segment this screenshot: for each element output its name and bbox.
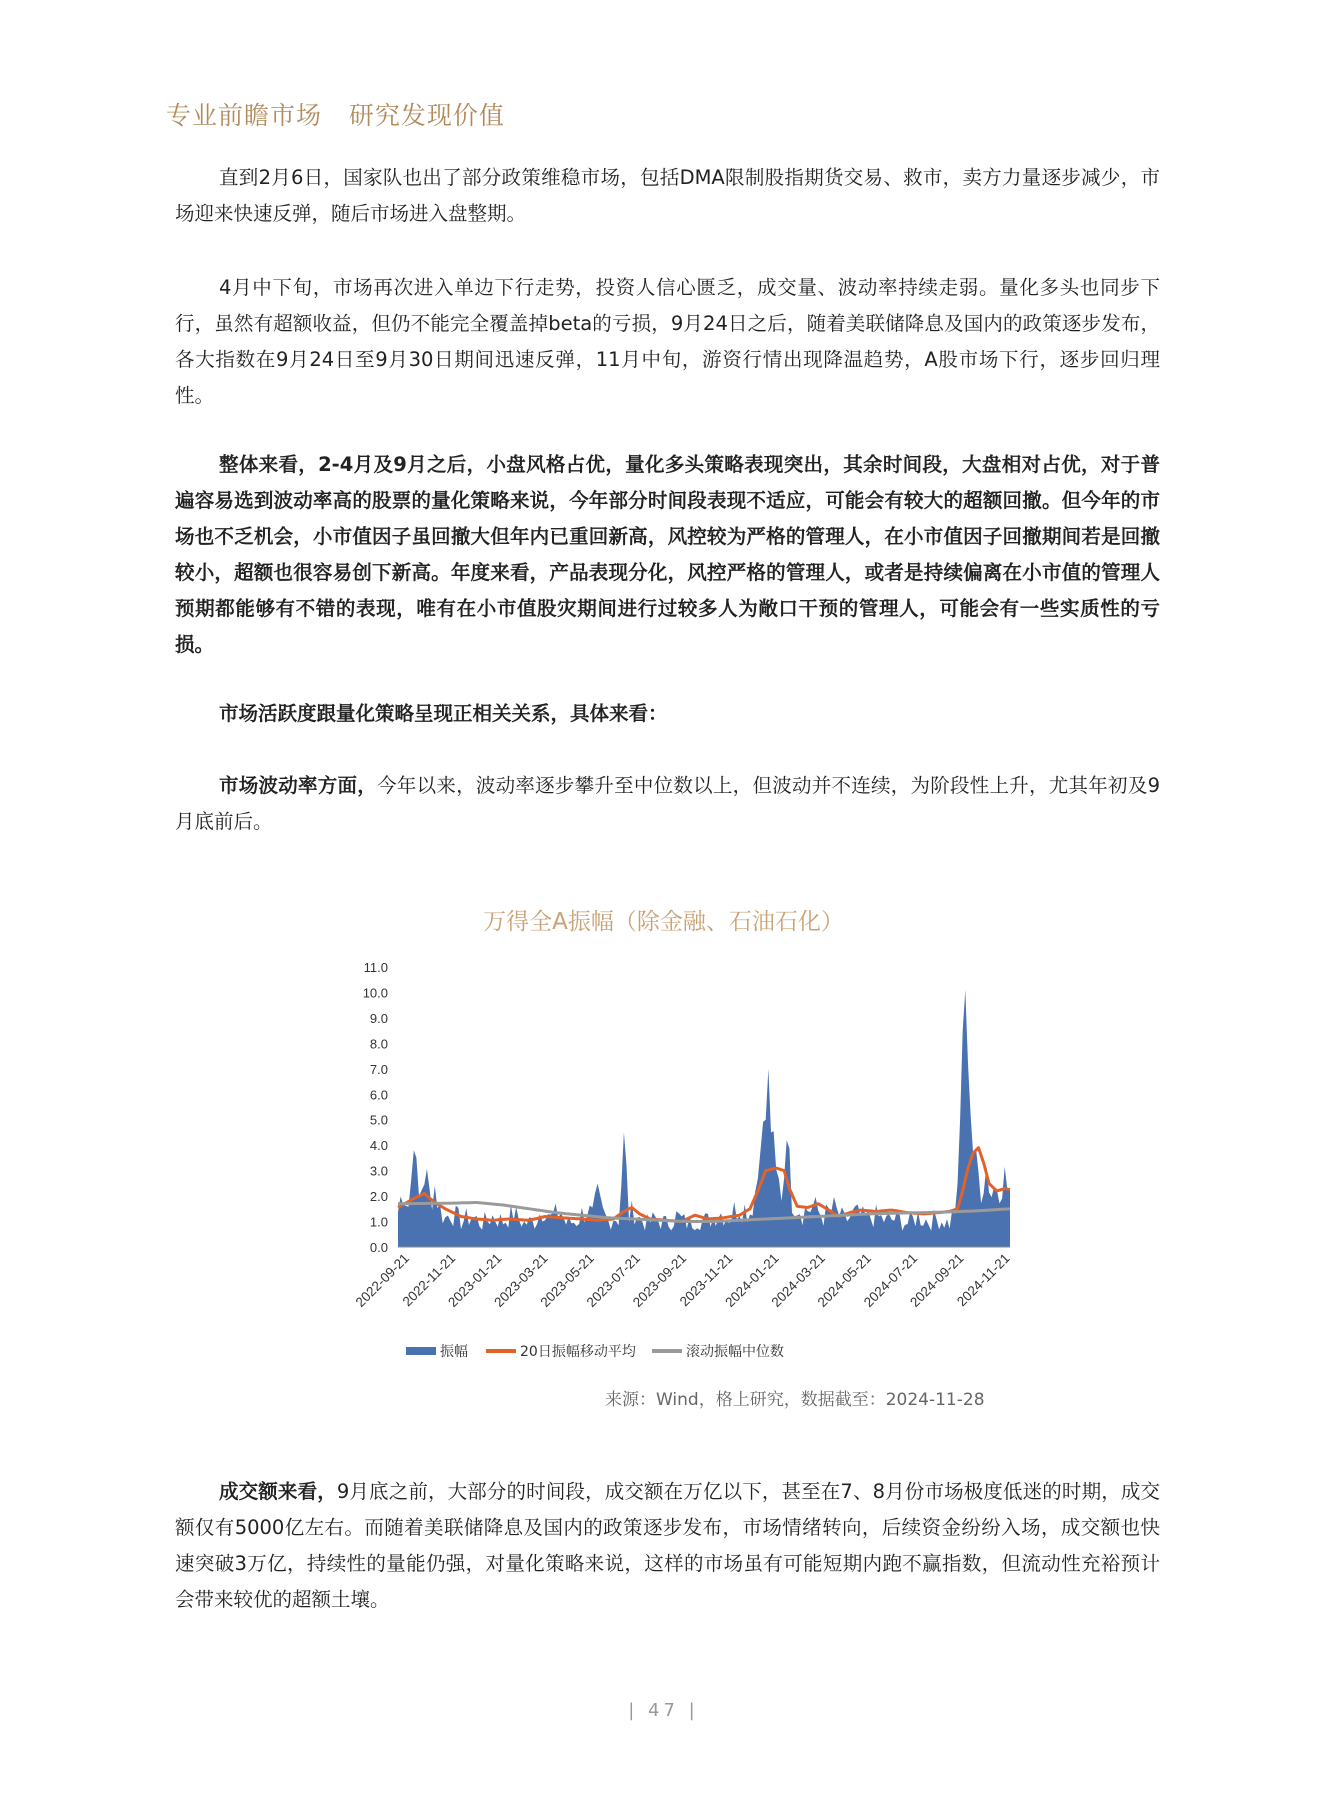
legend-label: 20日振幅移动平均 bbox=[520, 1344, 636, 1360]
volatility-lead: 市场波动率方面， bbox=[219, 774, 378, 797]
page-number: | 47 | bbox=[628, 1700, 699, 1721]
moving-average-line bbox=[398, 1148, 1010, 1222]
header-tagline: 专业前瞻市场 研究发现价值 bbox=[166, 101, 505, 130]
y-tick-label: 2.0 bbox=[369, 1189, 388, 1205]
y-tick-label: 8.0 bbox=[369, 1036, 388, 1052]
paragraph-overall-summary: 整体来看，2-4月及9月之后，小盘风格占优，量化多头策略表现突出，其余时间段，大盘相对占优，对于普遍容易选到波动率高的股票的量化策略来说，今年部分时间段表现不适应，可能会有较大的超额回撤。但今年的市场也不乏机会，小市值因子虽回撤大但年内已重回新高，风控较为严格的管理人，在小市值因子回撤期间若是回撤较小，超额也很容易创下新高。年度来看，产品表现分化，风控严格的管理人，或者是持续偏离在小市值的管理人预期都能够有不错的表现，唯有在小市值股灾期间进行过较多人为敞口干预的管理人，可能会有一些实质性的亏损。 bbox=[175, 453, 1160, 656]
turnover-text: 9月底之前，大部分的时间段，成交额在万亿以下，甚至在7、8月份市场极度低迷的时期，成交额仅有5000亿左右。而随着美联储降息及国内的政策逐步发布，市场情绪转向，后续资金纷纷入场，成交额也快速突破3万亿，持续性的量能仍强，对量化策略来说，这样的市场虽有可能短期内跑不赢指数，但流动性充裕预计会带来较优的超额土壤。 bbox=[175, 1480, 1160, 1611]
x-tick-label: 2022-09-21 bbox=[352, 1250, 413, 1310]
x-tick-label: 2024-05-21 bbox=[814, 1250, 875, 1310]
legend-swatch-amplitude bbox=[406, 1347, 436, 1355]
y-tick-label: 5.0 bbox=[369, 1112, 388, 1128]
x-tick-label: 2022-11-21 bbox=[399, 1250, 459, 1310]
paragraph-volatility bbox=[175, 768, 1160, 840]
x-tick-label: 2023-09-21 bbox=[629, 1250, 690, 1310]
x-tick-label: 2024-01-21 bbox=[722, 1250, 782, 1310]
x-tick-label: 2024-11-21 bbox=[953, 1250, 1013, 1310]
y-tick-label: 7.0 bbox=[369, 1061, 388, 1077]
x-tick-label: 2023-01-21 bbox=[445, 1250, 505, 1310]
paragraph-turnover bbox=[175, 1474, 1160, 1618]
x-tick-label: 2024-07-21 bbox=[860, 1250, 921, 1310]
y-tick-label: 4.0 bbox=[369, 1138, 388, 1154]
legend-label: 振幅 bbox=[440, 1344, 468, 1360]
y-tick-label: 9.0 bbox=[369, 1010, 388, 1026]
y-tick-label: 6.0 bbox=[369, 1087, 388, 1103]
x-tick-label: 2024-09-21 bbox=[907, 1250, 967, 1310]
legend-label: 滚动振幅中位数 bbox=[686, 1344, 784, 1360]
turnover-lead: 成交额来看， bbox=[219, 1480, 337, 1503]
chart-title: 万得全A振幅（除金融、石油石化） bbox=[483, 909, 844, 935]
volatility-text: 今年以来，波动率逐步攀升至中位数以上，但波动并不连续，为阶段性上升，尤其年初及9月底前后。 bbox=[175, 774, 1160, 833]
amplitude-chart bbox=[330, 955, 1030, 1380]
y-tick-label: 1.0 bbox=[369, 1214, 388, 1230]
y-tick-label: 10.0 bbox=[362, 985, 388, 1001]
chart-source-note: 来源：Wind，格上研究，数据截至：2024-11-28 bbox=[605, 1390, 985, 1410]
x-tick-label: 2023-03-21 bbox=[491, 1250, 551, 1310]
x-tick-label: 2023-05-21 bbox=[537, 1250, 597, 1310]
paragraph-activity-intro: 市场活跃度跟量化策略呈现正相关关系，具体来看： bbox=[219, 702, 668, 725]
paragraph-downtrend: 4月中下旬，市场再次进入单边下行走势，投资人信心匮乏，成交量、波动率持续走弱。量化多头也同步下行，虽然有超额收益，但仍不能完全覆盖掉beta的亏损，9月24日之后，随着美联储降息及国内的政策逐步发布，各大指数在9月24日至9月30日期间迅速反弹，11月中旬，游资行情出现降温趋势，A股市场下行，逐步回归理性。 bbox=[175, 276, 1160, 407]
x-tick-label: 2023-11-21 bbox=[676, 1250, 736, 1310]
x-tick-label: 2024-03-21 bbox=[768, 1250, 828, 1310]
paragraph-rebound: 直到2月6日，国家队也出了部分政策维稳市场，包括DMA限制股指期货交易、救市，卖方力量逐步减少，市场迎来快速反弹，随后市场进入盘整期。 bbox=[175, 166, 1160, 225]
y-tick-label: 11.0 bbox=[363, 960, 388, 975]
x-tick-label: 2023-07-21 bbox=[583, 1250, 644, 1310]
amplitude-area bbox=[398, 990, 1010, 1247]
y-tick-label: 3.0 bbox=[369, 1163, 388, 1179]
y-tick-label: 0.0 bbox=[369, 1240, 388, 1255]
